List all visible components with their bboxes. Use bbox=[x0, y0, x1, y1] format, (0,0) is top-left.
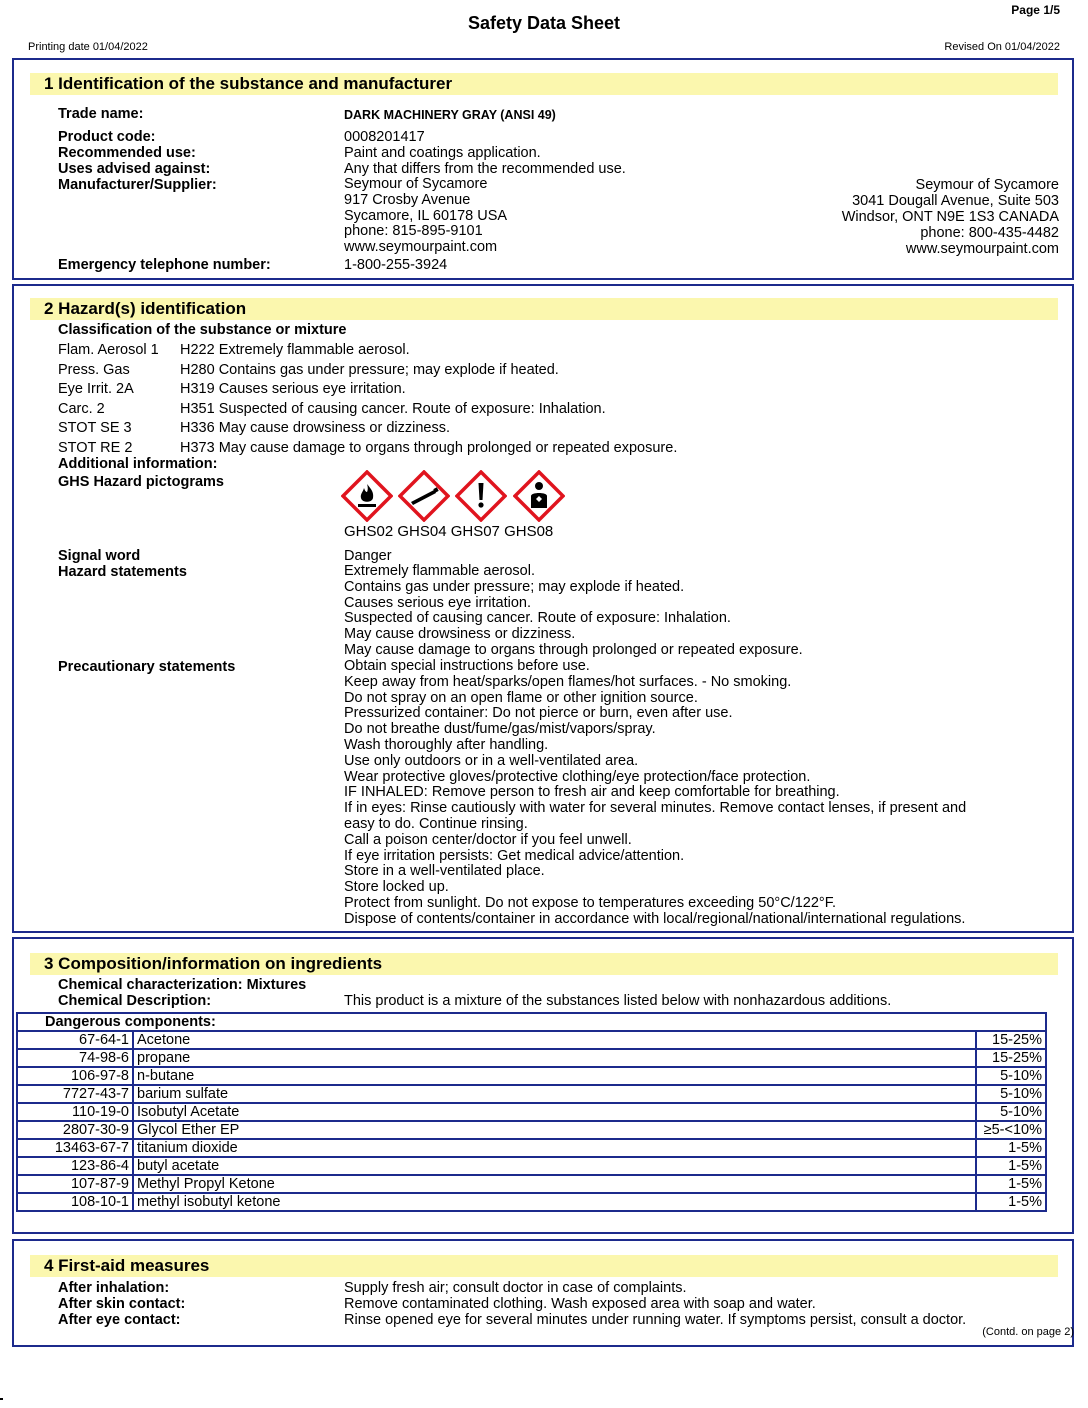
hazard-statements bbox=[344, 564, 803, 659]
component-percent: 15-25% bbox=[976, 1031, 1046, 1049]
document-title: Safety Data Sheet bbox=[467, 13, 621, 33]
table-row bbox=[17, 1103, 1046, 1121]
page-number: Page 1/5 bbox=[1011, 3, 1060, 17]
continued-note: (Contd. on page 2) bbox=[982, 1326, 1074, 1338]
uses-advised-against: Any that differs from the recommended use. bbox=[344, 161, 626, 177]
table-row bbox=[17, 1175, 1046, 1193]
component-name: Acetone bbox=[133, 1031, 976, 1049]
address-line: Sycamore, IL 60178 USA bbox=[344, 207, 508, 224]
hazard-statements-label: Hazard statements bbox=[58, 564, 187, 580]
cas-number: 74-98-6 bbox=[17, 1049, 133, 1067]
hazard-statement: May cause damage to organs through prolonged or repeated exposure. bbox=[344, 641, 803, 658]
cas-number: 7727-43-7 bbox=[17, 1085, 133, 1103]
table-header: Dangerous components: bbox=[17, 1013, 1046, 1031]
hazard-category: Eye Irrit. 2A bbox=[58, 381, 134, 397]
cas-number: 123-86-4 bbox=[17, 1157, 133, 1175]
emergency-phone: 1-800-255-3924 bbox=[344, 257, 448, 273]
section-heading: 2 Hazard(s) identification bbox=[30, 298, 1058, 320]
address-line: 917 Crosby Avenue bbox=[344, 191, 471, 208]
chemical-description-label: Chemical Description: bbox=[58, 993, 212, 1009]
hazard-category: STOT SE 3 bbox=[58, 420, 132, 436]
printing-date: Printing date 01/04/2022 bbox=[28, 41, 148, 53]
hazard-statement: Contains gas under pressure; may explode if heated. bbox=[344, 578, 685, 595]
gas-cylinder-pictogram-icon bbox=[398, 470, 450, 522]
table-row bbox=[17, 1139, 1046, 1157]
uses-advised-against-label: Uses advised against: bbox=[58, 161, 211, 177]
address-line: Windsor, ONT N9E 1S3 CANADA bbox=[841, 209, 1059, 225]
after-eye-contact: Rinse opened eye for several minutes under running water. If symptoms persist, consult a doctor. bbox=[344, 1312, 967, 1328]
hazard-text: H280 Contains gas under pressure; may explode if heated. bbox=[180, 362, 559, 378]
product-code-label: Product code: bbox=[58, 129, 156, 145]
hazard-category: Press. Gas bbox=[58, 362, 130, 378]
hazard-category: STOT RE 2 bbox=[58, 440, 133, 456]
chemical-description: This product is a mixture of the substances listed below with nonhazardous additions. bbox=[344, 993, 892, 1009]
precautionary-statement: Store locked up. bbox=[344, 879, 449, 896]
table-row bbox=[17, 1067, 1046, 1085]
precautionary-statement: Protect from sunlight. Do not expose to temperatures exceeding 50°C/122°F. bbox=[344, 894, 836, 911]
component-name: butyl acetate bbox=[133, 1157, 976, 1175]
address-line: 3041 Dougall Avenue, Suite 503 bbox=[852, 193, 1059, 209]
cas-number: 2807-30-9 bbox=[17, 1121, 133, 1139]
trade-name: DARK MACHINERY GRAY (ANSI 49) bbox=[344, 108, 556, 122]
component-name: Glycol Ether EP bbox=[133, 1121, 976, 1139]
section-hazards bbox=[12, 284, 1074, 933]
website-link[interactable]: www.seymourpaint.com bbox=[344, 239, 498, 256]
hazard-text: H319 Causes serious eye irritation. bbox=[180, 381, 406, 397]
after-skin-contact-label: After skin contact: bbox=[58, 1296, 186, 1312]
precautionary-statement: Do not breathe dust/fume/gas/mist/vapors/spray. bbox=[344, 721, 656, 738]
cas-number: 108-10-1 bbox=[17, 1193, 133, 1211]
pictogram-codes: GHS02 GHS04 GHS07 GHS08 bbox=[344, 523, 554, 540]
table-row bbox=[17, 1157, 1046, 1175]
cas-number: 67-64-1 bbox=[17, 1031, 133, 1049]
phone: phone: 800-435-4482 bbox=[920, 225, 1059, 241]
website-link[interactable]: www.seymourpaint.com bbox=[905, 241, 1059, 257]
revised-date: Revised On 01/04/2022 bbox=[944, 41, 1060, 53]
exclamation-pictogram-icon bbox=[455, 470, 507, 522]
address-line: Seymour of Sycamore bbox=[344, 176, 488, 192]
signal-word-label: Signal word bbox=[58, 548, 141, 564]
cas-number: 106-97-8 bbox=[17, 1067, 133, 1085]
additional-info-label: Additional information: bbox=[58, 456, 218, 472]
precautionary-statement: Call a poison center/doctor if you feel unwell. bbox=[344, 831, 632, 848]
table-row bbox=[17, 1049, 1046, 1067]
section-heading: 4 First-aid measures bbox=[30, 1255, 1058, 1277]
hazard-text: H351 Suspected of causing cancer. Route of exposure: Inhalation. bbox=[180, 401, 606, 417]
phone: phone: 815-895-9101 bbox=[344, 223, 483, 240]
section-heading: 3 Composition/information on ingredients bbox=[30, 953, 1058, 975]
component-percent: 1-5% bbox=[976, 1175, 1046, 1193]
precautionary-statement: Wash thoroughly after handling. bbox=[344, 736, 549, 753]
supplier-us-address bbox=[344, 177, 507, 256]
precautionary-statement: easy to do. Continue rinsing. bbox=[344, 815, 528, 832]
precautionary-statements bbox=[344, 659, 966, 928]
manufacturer-label: Manufacturer/Supplier: bbox=[58, 177, 217, 193]
precautionary-statement: Dispose of contents/container in accordance with local/regional/national/international regulations. bbox=[344, 910, 966, 927]
cas-number: 110-19-0 bbox=[17, 1103, 133, 1121]
component-name: propane bbox=[133, 1049, 976, 1067]
trade-name-label: Trade name: bbox=[58, 106, 144, 122]
hazard-text: H222 Extremely flammable aerosol. bbox=[180, 342, 410, 358]
component-percent: 1-5% bbox=[976, 1193, 1046, 1211]
pictograms-label: GHS Hazard pictograms bbox=[58, 474, 224, 490]
product-code: 0008201417 bbox=[344, 129, 425, 145]
classification-label: Classification of the substance or mixture bbox=[58, 322, 347, 338]
precautionary-statement: Pressurized container: Do not pierce or burn, even after use. bbox=[344, 705, 733, 722]
table-row bbox=[17, 1193, 1046, 1211]
health-hazard-pictogram-icon bbox=[513, 470, 565, 522]
hazard-statement: May cause drowsiness or dizziness. bbox=[344, 626, 576, 643]
precautionary-statement: Keep away from heat/sparks/open flames/hot surfaces. - No smoking. bbox=[344, 673, 792, 690]
table-row bbox=[17, 1085, 1046, 1103]
precautionary-label: Precautionary statements bbox=[58, 659, 236, 675]
table-row bbox=[17, 1031, 1046, 1049]
precautionary-statement: Do not spray on an open flame or other ignition source. bbox=[344, 689, 698, 706]
hazard-statement: Extremely flammable aerosol. bbox=[344, 563, 535, 579]
component-percent: 15-25% bbox=[976, 1049, 1046, 1067]
component-name: Methyl Propyl Ketone bbox=[133, 1175, 976, 1193]
component-name: Isobutyl Acetate bbox=[133, 1103, 976, 1121]
component-name: barium sulfate bbox=[133, 1085, 976, 1103]
component-name: methyl isobutyl ketone bbox=[133, 1193, 976, 1211]
component-percent: 5-10% bbox=[976, 1103, 1046, 1121]
precautionary-statement: Obtain special instructions before use. bbox=[344, 658, 590, 674]
hazard-statement: Causes serious eye irritation. bbox=[344, 594, 531, 611]
precautionary-statement: If eye irritation persists: Get medical advice/attention. bbox=[344, 847, 685, 864]
hazard-text: H336 May cause drowsiness or dizziness. bbox=[180, 420, 450, 436]
emergency-phone-label: Emergency telephone number: bbox=[58, 257, 271, 273]
component-percent: 5-10% bbox=[976, 1085, 1046, 1103]
classification-row bbox=[58, 362, 559, 378]
section-first-aid bbox=[12, 1239, 1074, 1347]
hazard-category: Flam. Aerosol 1 bbox=[58, 342, 159, 358]
table-row bbox=[17, 1121, 1046, 1139]
signal-word: Danger bbox=[344, 548, 392, 564]
classification-row bbox=[58, 401, 606, 417]
supplier-ca-address bbox=[842, 177, 1059, 257]
classification-row bbox=[58, 342, 410, 358]
classification-row bbox=[58, 420, 450, 436]
component-percent: 1-5% bbox=[976, 1139, 1046, 1157]
precautionary-statement: If in eyes: Rinse cautiously with water for several minutes. Remove contact lenses, if present and bbox=[344, 800, 967, 817]
section-identification bbox=[12, 58, 1074, 280]
precautionary-statement: Use only outdoors or in a well-ventilated area. bbox=[344, 752, 639, 769]
after-skin-contact: Remove contaminated clothing. Wash exposed area with soap and water. bbox=[344, 1296, 816, 1312]
page-edge-mark bbox=[0, 1398, 3, 1400]
address-line: Seymour of Sycamore bbox=[915, 177, 1059, 193]
component-name: n-butane bbox=[133, 1067, 976, 1085]
after-inhalation-label: After inhalation: bbox=[58, 1280, 170, 1296]
precautionary-statement: Store in a well-ventilated place. bbox=[344, 863, 545, 880]
classification-row bbox=[58, 381, 406, 397]
after-inhalation: Supply fresh air; consult doctor in case of complaints. bbox=[344, 1280, 687, 1296]
classification-row bbox=[58, 440, 677, 456]
cas-number: 13463-67-7 bbox=[17, 1139, 133, 1157]
recommended-use: Paint and coatings application. bbox=[344, 145, 541, 161]
component-name: titanium dioxide bbox=[133, 1139, 976, 1157]
recommended-use-label: Recommended use: bbox=[58, 145, 196, 161]
after-eye-contact-label: After eye contact: bbox=[58, 1312, 181, 1328]
precautionary-statement: IF INHALED: Remove person to fresh air and keep comfortable for breathing. bbox=[344, 784, 840, 801]
flame-pictogram-icon bbox=[341, 470, 393, 522]
components-table bbox=[16, 1012, 1047, 1212]
hazard-category: Carc. 2 bbox=[58, 401, 105, 417]
hazard-statement: Suspected of causing cancer. Route of exposure: Inhalation. bbox=[344, 610, 731, 627]
table-header-row bbox=[17, 1013, 1046, 1031]
component-percent: 1-5% bbox=[976, 1157, 1046, 1175]
chemical-characterization-label: Chemical characterization: Mixtures bbox=[58, 977, 307, 993]
section-heading: 1 Identification of the substance and manufacturer bbox=[30, 73, 1058, 95]
component-percent: ≥5-<10% bbox=[976, 1121, 1046, 1139]
cas-number: 107-87-9 bbox=[17, 1175, 133, 1193]
component-percent: 5-10% bbox=[976, 1067, 1046, 1085]
precautionary-statement: Wear protective gloves/protective clothing/eye protection/face protection. bbox=[344, 768, 811, 785]
hazard-text: H373 May cause damage to organs through prolonged or repeated exposure. bbox=[180, 440, 678, 456]
